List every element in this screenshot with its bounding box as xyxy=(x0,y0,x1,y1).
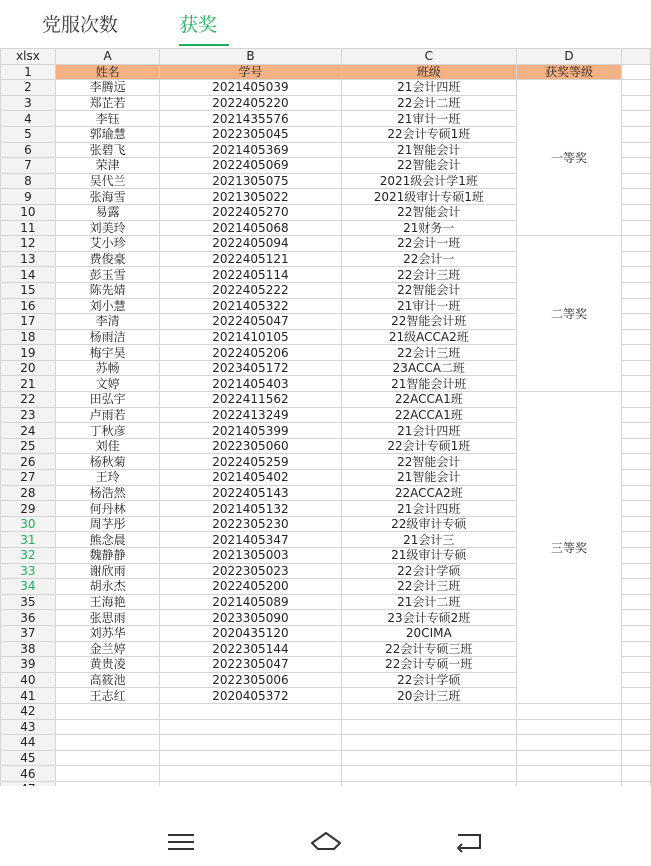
award-level-cell[interactable]: 一等奖 xyxy=(517,80,622,236)
name-cell[interactable]: 金兰婷 xyxy=(55,641,159,657)
name-cell[interactable]: 周芓彤 xyxy=(55,516,159,532)
empty-cell[interactable] xyxy=(622,64,651,80)
name-cell[interactable]: 张思雨 xyxy=(55,610,159,626)
class-cell[interactable]: 21智能会计 xyxy=(341,470,517,486)
row-header[interactable]: 1 xyxy=(1,64,56,80)
empty-cell[interactable] xyxy=(517,735,622,751)
class-cell[interactable]: 20CIMA xyxy=(341,625,517,641)
name-cell[interactable]: 王海艳 xyxy=(55,594,159,610)
student-id-cell[interactable]: 2021405369 xyxy=(160,142,341,158)
empty-cell[interactable] xyxy=(55,750,159,766)
row-header[interactable]: 25 xyxy=(1,438,56,454)
empty-cell[interactable] xyxy=(517,750,622,766)
student-id-cell[interactable]: 2022305060 xyxy=(160,438,341,454)
row-header[interactable]: 13 xyxy=(1,251,56,267)
name-cell[interactable]: 李钰 xyxy=(55,111,159,127)
empty-cell[interactable] xyxy=(622,95,651,111)
back-icon[interactable] xyxy=(452,830,488,854)
name-cell[interactable]: 彭玉雪 xyxy=(55,267,159,283)
class-cell[interactable]: 21智能会计 xyxy=(341,142,517,158)
empty-cell[interactable] xyxy=(622,298,651,314)
name-cell[interactable]: 梅宇昊 xyxy=(55,345,159,361)
sheet-corner[interactable]: xlsx xyxy=(1,49,56,65)
name-cell[interactable]: 谢欣雨 xyxy=(55,563,159,579)
row-header[interactable]: 34 xyxy=(1,579,56,595)
name-cell[interactable]: 文婷 xyxy=(55,376,159,392)
class-cell[interactable]: 2021级会计学1班 xyxy=(341,173,517,189)
empty-cell[interactable] xyxy=(160,703,341,719)
table-row xyxy=(1,80,651,96)
student-id-cell[interactable]: 2022305230 xyxy=(160,516,341,532)
empty-cell[interactable] xyxy=(622,579,651,595)
student-id-cell[interactable]: 2020405372 xyxy=(160,688,341,704)
name-cell[interactable]: 胡永杰 xyxy=(55,579,159,595)
class-cell[interactable]: 22ACCA1班 xyxy=(341,407,517,423)
student-id-cell[interactable]: 2022405259 xyxy=(160,454,341,470)
student-id-cell[interactable]: 2022405094 xyxy=(160,236,341,252)
empty-cell[interactable] xyxy=(622,142,651,158)
class-cell[interactable]: 22智能会计 xyxy=(341,204,517,220)
row-header[interactable]: 40 xyxy=(1,672,56,688)
empty-cell[interactable] xyxy=(622,204,651,220)
empty-cell[interactable] xyxy=(622,532,651,548)
menu-icon[interactable] xyxy=(164,830,200,854)
row-header[interactable]: 4 xyxy=(1,111,56,127)
table-row xyxy=(1,64,651,80)
name-cell[interactable]: 卢雨若 xyxy=(55,407,159,423)
class-cell[interactable]: 22ACCA1班 xyxy=(341,392,517,408)
row-header[interactable]: 35 xyxy=(1,594,56,610)
student-id-cell[interactable]: 2022405121 xyxy=(160,251,341,267)
name-cell[interactable]: 魏静静 xyxy=(55,548,159,564)
row-header[interactable]: 36 xyxy=(1,610,56,626)
student-id-cell[interactable]: 2022413249 xyxy=(160,407,341,423)
empty-cell[interactable] xyxy=(622,267,651,283)
row-header[interactable]: 44 xyxy=(1,735,56,751)
student-id-cell[interactable]: 2022405114 xyxy=(160,267,341,283)
empty-cell[interactable] xyxy=(622,625,651,641)
name-cell[interactable]: 高筱池 xyxy=(55,672,159,688)
empty-cell[interactable] xyxy=(622,485,651,501)
empty-cell[interactable] xyxy=(160,719,341,735)
empty-cell[interactable] xyxy=(622,750,651,766)
row-header[interactable]: 6 xyxy=(1,142,56,158)
class-cell[interactable]: 21财务一 xyxy=(341,220,517,236)
table-row xyxy=(1,703,651,719)
empty-cell[interactable] xyxy=(622,158,651,174)
class-cell[interactable]: 22会计专硕1班 xyxy=(341,438,517,454)
empty-cell[interactable] xyxy=(622,392,651,408)
column-header-row xyxy=(1,49,651,65)
name-cell[interactable]: 郭瑜慧 xyxy=(55,126,159,142)
student-id-cell[interactable]: 2022405047 xyxy=(160,314,341,330)
class-cell[interactable]: 21会计四班 xyxy=(341,501,517,517)
column-header[interactable]: A xyxy=(55,49,159,65)
row-header[interactable]: 3 xyxy=(1,95,56,111)
tab-awards[interactable]: 获奖 xyxy=(179,14,218,36)
class-cell[interactable]: 22会计专硕1班 xyxy=(341,126,517,142)
empty-cell[interactable] xyxy=(622,672,651,688)
name-cell[interactable]: 苏畅 xyxy=(55,360,159,376)
class-cell[interactable]: 21级审计专硕 xyxy=(341,548,517,564)
name-cell[interactable]: 何丹林 xyxy=(55,501,159,517)
name-cell[interactable]: 李腾远 xyxy=(55,80,159,96)
empty-cell[interactable] xyxy=(622,610,651,626)
empty-cell[interactable] xyxy=(622,548,651,564)
student-id-cell[interactable]: 2021405402 xyxy=(160,470,341,486)
name-cell[interactable]: 杨秋菊 xyxy=(55,454,159,470)
name-cell[interactable]: 丁秋彦 xyxy=(55,423,159,439)
empty-cell[interactable] xyxy=(622,657,651,673)
student-id-cell[interactable]: 2021305003 xyxy=(160,548,341,564)
row-header[interactable]: 37 xyxy=(1,625,56,641)
header-cell[interactable]: 学号 xyxy=(160,64,341,80)
row-header[interactable]: 5 xyxy=(1,126,56,142)
row-header[interactable]: 38 xyxy=(1,641,56,657)
name-cell[interactable]: 张碧飞 xyxy=(55,142,159,158)
name-cell[interactable]: 刘佳 xyxy=(55,438,159,454)
name-cell[interactable]: 吴代兰 xyxy=(55,173,159,189)
student-id-cell[interactable]: 2021405039 xyxy=(160,80,341,96)
empty-cell[interactable] xyxy=(622,470,651,486)
class-cell[interactable]: 22级审计专硕 xyxy=(341,516,517,532)
class-cell[interactable]: 22智能会计班 xyxy=(341,314,517,330)
empty-cell[interactable] xyxy=(517,766,622,782)
class-cell[interactable]: 22会计一班 xyxy=(341,236,517,252)
class-cell[interactable]: 20会计三班 xyxy=(341,688,517,704)
row-header[interactable]: 41 xyxy=(1,688,56,704)
class-cell[interactable]: 22ACCA2班 xyxy=(341,485,517,501)
row-header[interactable]: 33 xyxy=(1,563,56,579)
student-id-cell[interactable]: 2021405399 xyxy=(160,423,341,439)
student-id-cell[interactable]: 2023305090 xyxy=(160,610,341,626)
empty-cell[interactable] xyxy=(622,314,651,330)
class-cell[interactable]: 22会计三班 xyxy=(341,267,517,283)
empty-cell[interactable] xyxy=(341,750,517,766)
header-cell[interactable]: 班级 xyxy=(341,64,517,80)
table-row xyxy=(1,750,651,766)
name-cell[interactable]: 张海雪 xyxy=(55,189,159,205)
name-cell[interactable]: 杨浩然 xyxy=(55,485,159,501)
student-id-cell[interactable]: 2022305023 xyxy=(160,563,341,579)
class-cell[interactable]: 22智能会计 xyxy=(341,158,517,174)
student-id-cell[interactable]: 2021405068 xyxy=(160,220,341,236)
empty-cell[interactable] xyxy=(622,345,651,361)
empty-cell[interactable] xyxy=(55,719,159,735)
empty-cell[interactable] xyxy=(622,173,651,189)
class-cell[interactable]: 21审计一班 xyxy=(341,111,517,127)
class-cell[interactable]: 22会计学硕 xyxy=(341,563,517,579)
row-header[interactable]: 10 xyxy=(1,204,56,220)
name-cell[interactable]: 郑芷若 xyxy=(55,95,159,111)
table-row xyxy=(1,236,651,252)
empty-cell[interactable] xyxy=(622,376,651,392)
row-header[interactable]: 26 xyxy=(1,454,56,470)
student-id-cell[interactable]: 2022405143 xyxy=(160,485,341,501)
empty-cell[interactable] xyxy=(160,766,341,782)
student-id-cell[interactable]: 2021410105 xyxy=(160,329,341,345)
student-id-cell[interactable]: 2021305022 xyxy=(160,189,341,205)
student-id-cell[interactable]: 2020435120 xyxy=(160,625,341,641)
empty-cell[interactable] xyxy=(622,688,651,704)
student-id-cell[interactable]: 2021405132 xyxy=(160,501,341,517)
row-header[interactable]: 18 xyxy=(1,329,56,345)
class-cell[interactable]: 22会计学硕 xyxy=(341,672,517,688)
class-cell[interactable]: 22会计三班 xyxy=(341,345,517,361)
student-id-cell[interactable]: 2022405206 xyxy=(160,345,341,361)
name-cell[interactable]: 王志红 xyxy=(55,688,159,704)
empty-cell[interactable] xyxy=(622,282,651,298)
row-header[interactable]: 45 xyxy=(1,750,56,766)
empty-cell[interactable] xyxy=(622,111,651,127)
row-header[interactable]: 11 xyxy=(1,220,56,236)
empty-cell[interactable] xyxy=(341,719,517,735)
name-cell[interactable]: 杨雨洁 xyxy=(55,329,159,345)
student-id-cell[interactable]: 2021305075 xyxy=(160,173,341,189)
column-header-empty[interactable] xyxy=(622,49,651,65)
name-cell[interactable]: 易露 xyxy=(55,204,159,220)
class-cell[interactable]: 22会计一 xyxy=(341,251,517,267)
student-id-cell[interactable]: 2022405200 xyxy=(160,579,341,595)
empty-cell[interactable] xyxy=(622,189,651,205)
empty-cell[interactable] xyxy=(622,454,651,470)
student-id-cell[interactable]: 2022405270 xyxy=(160,204,341,220)
empty-cell[interactable] xyxy=(622,719,651,735)
class-cell[interactable]: 22会计二班 xyxy=(341,95,517,111)
row-header[interactable]: 2 xyxy=(1,80,56,96)
empty-cell[interactable] xyxy=(341,766,517,782)
class-cell[interactable]: 2021级审计专硕1班 xyxy=(341,189,517,205)
column-header[interactable]: C xyxy=(341,49,517,65)
row-header[interactable]: 12 xyxy=(1,236,56,252)
empty-cell[interactable] xyxy=(622,236,651,252)
empty-cell[interactable] xyxy=(622,641,651,657)
row-header[interactable]: 17 xyxy=(1,314,56,330)
class-cell[interactable]: 22会计专硕一班 xyxy=(341,657,517,673)
name-cell[interactable]: 陈先婧 xyxy=(55,282,159,298)
class-cell[interactable]: 21会计四班 xyxy=(341,80,517,96)
row-header[interactable]: 15 xyxy=(1,282,56,298)
empty-cell[interactable] xyxy=(55,766,159,782)
empty-cell[interactable] xyxy=(622,126,651,142)
class-cell[interactable]: 22会计三班 xyxy=(341,579,517,595)
column-header[interactable]: D xyxy=(517,49,622,65)
class-cell[interactable]: 22智能会计 xyxy=(341,282,517,298)
header-cell[interactable]: 获奖等级 xyxy=(517,64,622,80)
row-header[interactable]: 46 xyxy=(1,766,56,782)
row-header[interactable]: 43 xyxy=(1,719,56,735)
student-id-cell[interactable]: 2021405347 xyxy=(160,532,341,548)
class-cell[interactable]: 21会计二班 xyxy=(341,594,517,610)
student-id-cell[interactable]: 2022305144 xyxy=(160,641,341,657)
name-cell[interactable]: 熊念晨 xyxy=(55,532,159,548)
award-level-cell[interactable]: 三等奖 xyxy=(517,392,622,704)
student-id-cell[interactable]: 2021405403 xyxy=(160,376,341,392)
student-id-cell[interactable]: 2022305047 xyxy=(160,657,341,673)
tab-bar xyxy=(0,0,651,48)
name-cell[interactable]: 田弘宇 xyxy=(55,392,159,408)
row-header[interactable]: 27 xyxy=(1,470,56,486)
empty-cell[interactable] xyxy=(622,80,651,96)
class-cell[interactable]: 23ACCA二班 xyxy=(341,360,517,376)
name-cell[interactable]: 刘小慧 xyxy=(55,298,159,314)
table-row xyxy=(1,719,651,735)
spreadsheet-grid[interactable] xyxy=(0,48,651,844)
empty-cell[interactable] xyxy=(622,594,651,610)
row-header[interactable]: 23 xyxy=(1,407,56,423)
empty-cell[interactable] xyxy=(622,703,651,719)
name-cell[interactable]: 艾小珍 xyxy=(55,236,159,252)
class-cell[interactable]: 21智能会计班 xyxy=(341,376,517,392)
class-cell[interactable]: 21审计一班 xyxy=(341,298,517,314)
empty-cell[interactable] xyxy=(622,501,651,517)
row-header[interactable]: 42 xyxy=(1,703,56,719)
system-navigation-bar xyxy=(0,786,651,866)
row-header[interactable]: 8 xyxy=(1,173,56,189)
student-id-cell[interactable]: 2021405322 xyxy=(160,298,341,314)
empty-cell[interactable] xyxy=(160,735,341,751)
empty-cell[interactable] xyxy=(622,329,651,345)
row-header[interactable]: 32 xyxy=(1,548,56,564)
row-header[interactable]: 22 xyxy=(1,392,56,408)
column-header[interactable]: B xyxy=(160,49,341,65)
empty-cell[interactable] xyxy=(622,251,651,267)
empty-cell[interactable] xyxy=(55,703,159,719)
empty-cell[interactable] xyxy=(622,438,651,454)
row-header[interactable]: 20 xyxy=(1,360,56,376)
spreadsheet-view[interactable] xyxy=(0,48,651,786)
name-cell[interactable]: 荣津 xyxy=(55,158,159,174)
empty-cell[interactable] xyxy=(622,766,651,782)
empty-cell[interactable] xyxy=(341,703,517,719)
row-header[interactable]: 30 xyxy=(1,516,56,532)
student-id-cell[interactable]: 2022405222 xyxy=(160,282,341,298)
tab-party-service-count[interactable]: 党服次数 xyxy=(42,14,119,36)
empty-cell[interactable] xyxy=(622,563,651,579)
class-cell[interactable]: 22智能会计 xyxy=(341,454,517,470)
home-icon[interactable] xyxy=(308,830,344,854)
empty-cell[interactable] xyxy=(517,719,622,735)
row-header[interactable]: 9 xyxy=(1,189,56,205)
student-id-cell[interactable]: 2021405089 xyxy=(160,594,341,610)
header-cell[interactable]: 姓名 xyxy=(55,64,159,80)
row-header[interactable]: 24 xyxy=(1,423,56,439)
student-id-cell[interactable]: 2022405220 xyxy=(160,95,341,111)
class-cell[interactable]: 22会计专硕三班 xyxy=(341,641,517,657)
class-cell[interactable]: 21会计四班 xyxy=(341,423,517,439)
row-header[interactable]: 28 xyxy=(1,485,56,501)
name-cell[interactable]: 刘苏华 xyxy=(55,625,159,641)
empty-cell[interactable] xyxy=(622,220,651,236)
empty-cell[interactable] xyxy=(341,735,517,751)
student-id-cell[interactable]: 2023405172 xyxy=(160,360,341,376)
student-id-cell[interactable]: 2021435576 xyxy=(160,111,341,127)
student-id-cell[interactable]: 2022411562 xyxy=(160,392,341,408)
name-cell[interactable]: 刘美玲 xyxy=(55,220,159,236)
row-header[interactable]: 31 xyxy=(1,532,56,548)
row-header[interactable]: 16 xyxy=(1,298,56,314)
class-cell[interactable]: 23会计专硕2班 xyxy=(341,610,517,626)
empty-cell[interactable] xyxy=(517,703,622,719)
name-cell[interactable]: 王玲 xyxy=(55,470,159,486)
empty-cell[interactable] xyxy=(160,750,341,766)
empty-cell[interactable] xyxy=(622,516,651,532)
row-header[interactable]: 29 xyxy=(1,501,56,517)
empty-cell[interactable] xyxy=(622,407,651,423)
empty-cell[interactable] xyxy=(622,735,651,751)
name-cell[interactable]: 李清 xyxy=(55,314,159,330)
row-header[interactable]: 21 xyxy=(1,376,56,392)
row-header[interactable]: 19 xyxy=(1,345,56,361)
empty-cell[interactable] xyxy=(55,735,159,751)
table-row xyxy=(1,735,651,751)
name-cell[interactable]: 费俊豪 xyxy=(55,251,159,267)
row-header[interactable]: 14 xyxy=(1,267,56,283)
table-row xyxy=(1,766,651,782)
empty-cell[interactable] xyxy=(622,423,651,439)
student-id-cell[interactable]: 2022305006 xyxy=(160,672,341,688)
class-cell[interactable]: 21会计三 xyxy=(341,532,517,548)
row-header[interactable]: 7 xyxy=(1,158,56,174)
student-id-cell[interactable]: 2022405069 xyxy=(160,158,341,174)
name-cell[interactable]: 黄贵凌 xyxy=(55,657,159,673)
active-tab-indicator xyxy=(179,44,229,46)
award-level-cell[interactable]: 二等奖 xyxy=(517,236,622,392)
table-row xyxy=(1,392,651,408)
row-header[interactable]: 39 xyxy=(1,657,56,673)
class-cell[interactable]: 21级ACCA2班 xyxy=(341,329,517,345)
student-id-cell[interactable]: 2022305045 xyxy=(160,126,341,142)
empty-cell[interactable] xyxy=(622,360,651,376)
